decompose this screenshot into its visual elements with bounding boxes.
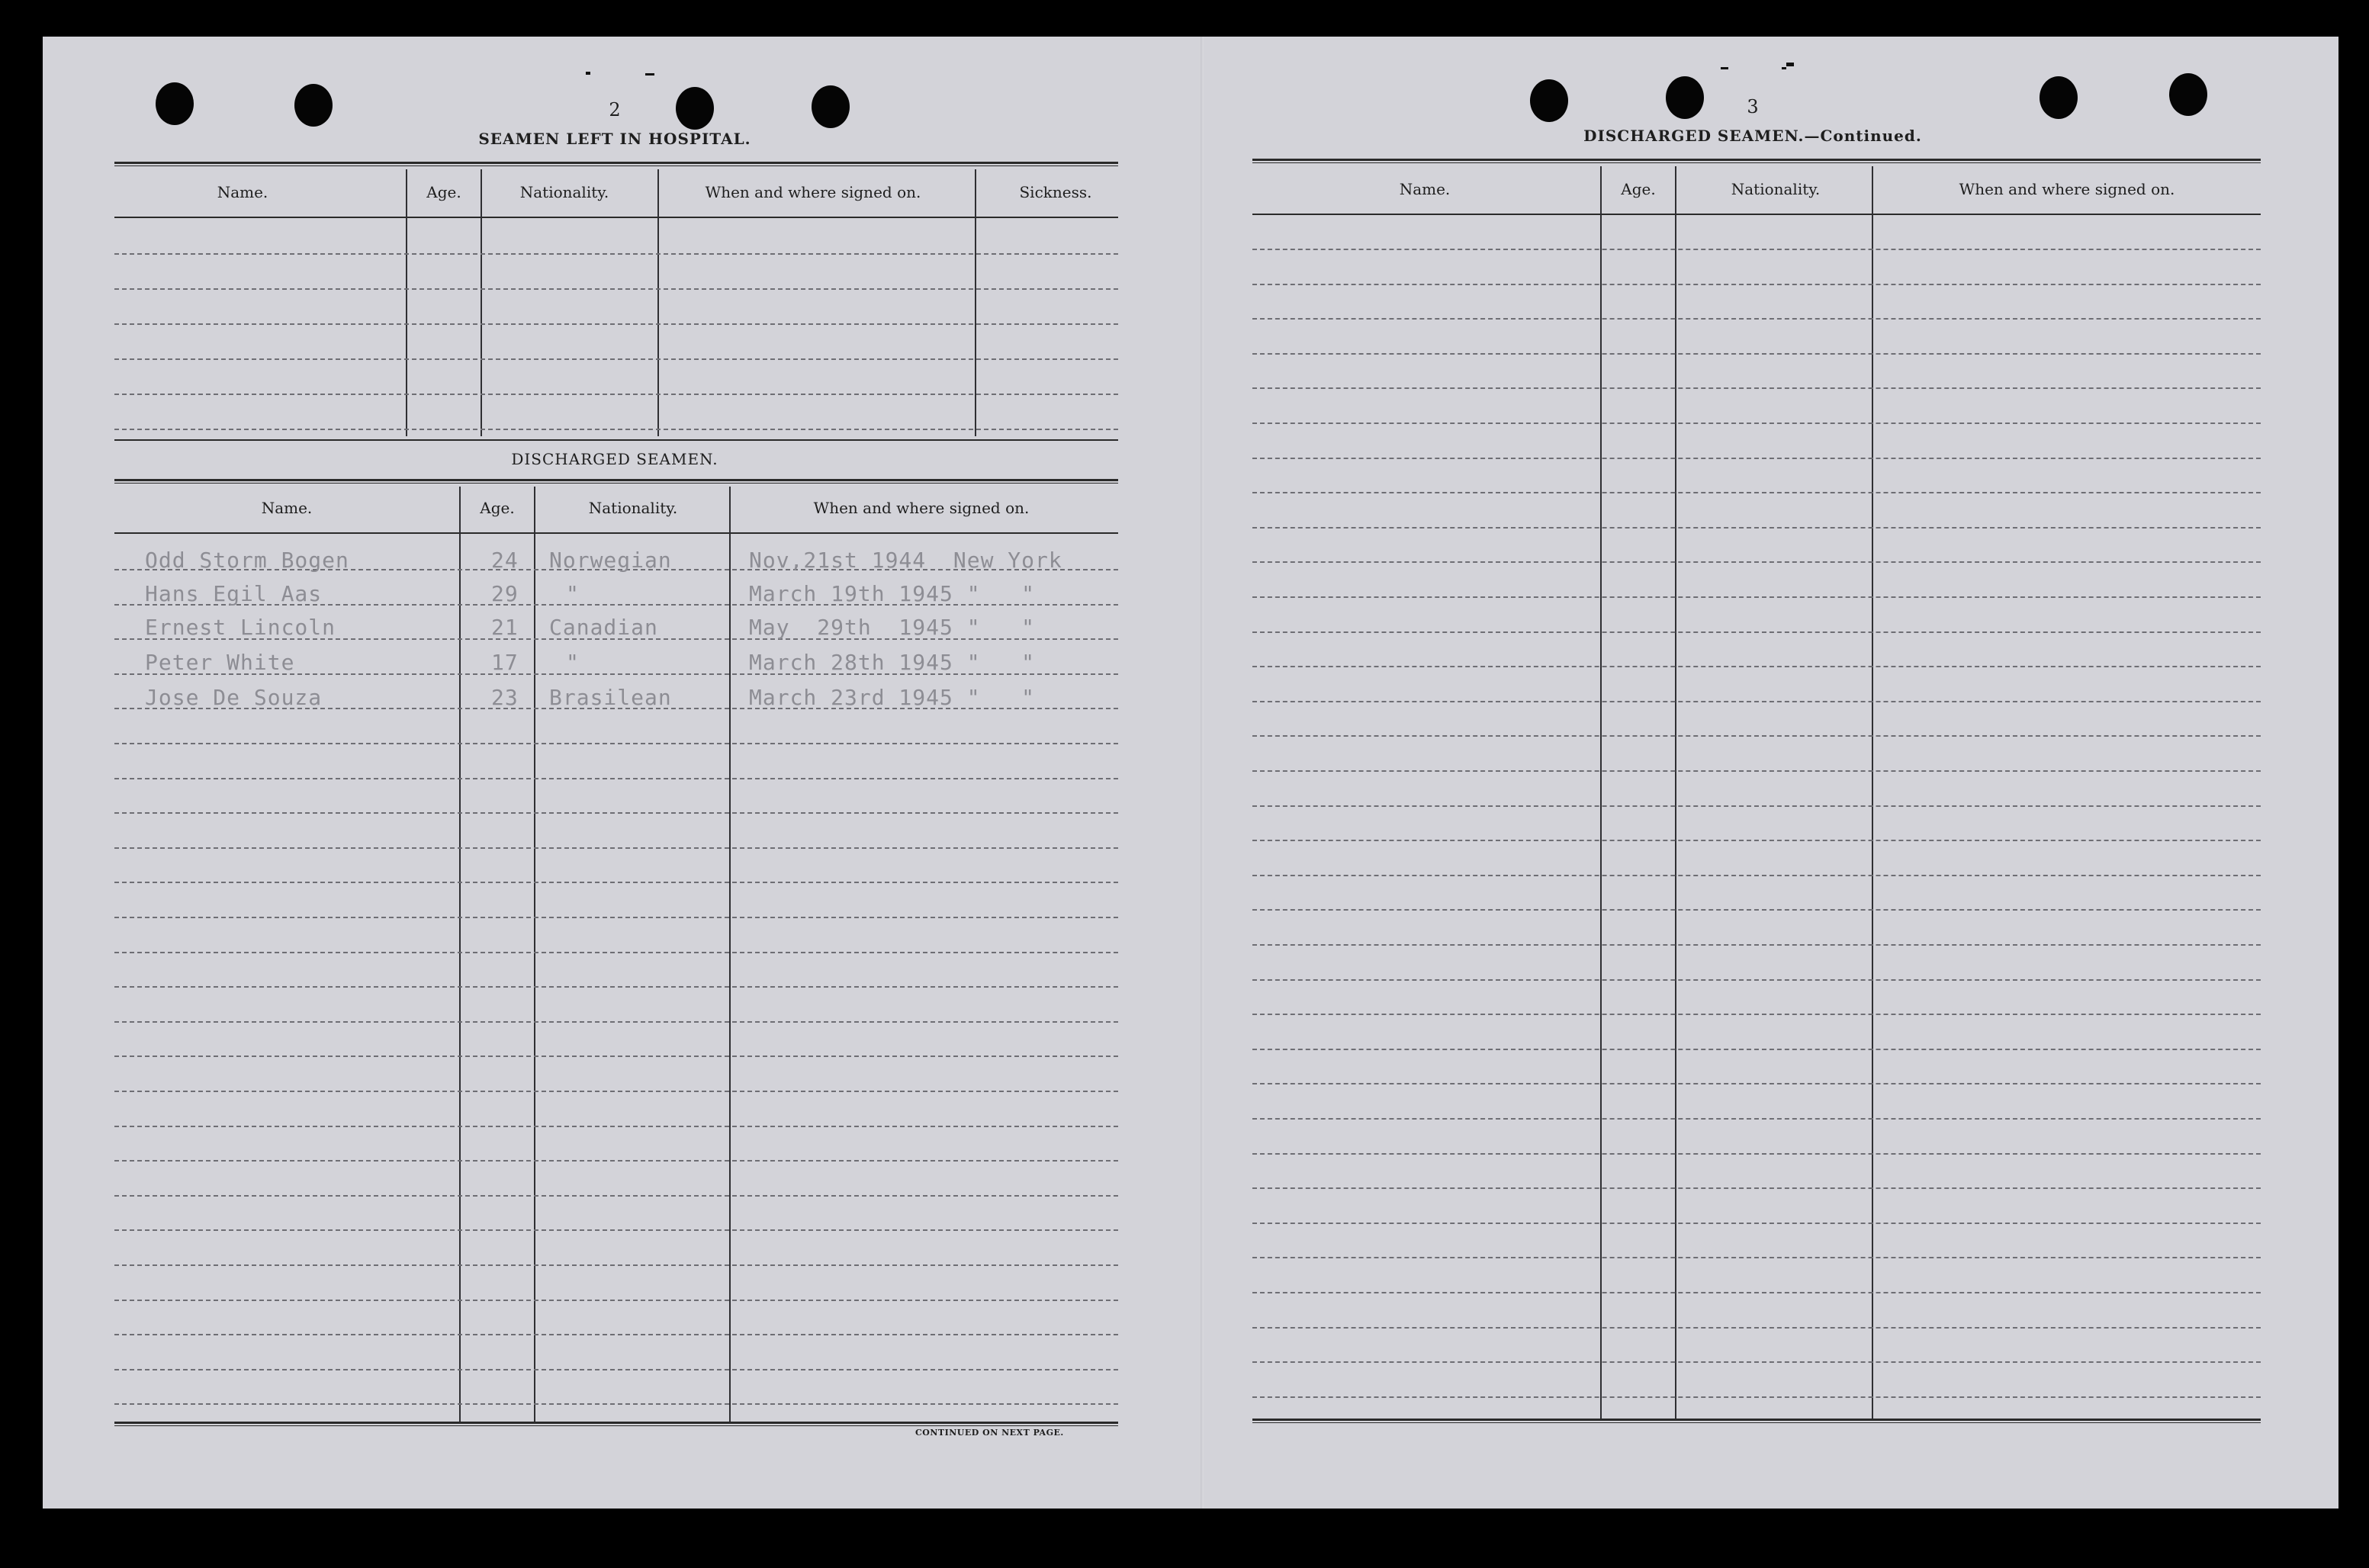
row-line (1252, 1187, 2261, 1189)
row-line (114, 323, 1118, 325)
row-line (114, 743, 1118, 744)
row-line (1252, 1083, 2261, 1084)
row-line (1252, 666, 2261, 667)
row-line (114, 1334, 1118, 1335)
row-line (1252, 770, 2261, 772)
col-header-signed-on: When and where signed on. (813, 499, 1030, 517)
column-divider (459, 487, 461, 1423)
row-line (114, 812, 1118, 814)
table-bottom-rule (1252, 1419, 2261, 1423)
row-line (1252, 1118, 2261, 1120)
row-line (1252, 596, 2261, 598)
punch-hole (156, 82, 194, 125)
row-line (114, 358, 1118, 360)
row-line (114, 882, 1118, 883)
punch-hole (676, 87, 714, 130)
print-mark (586, 72, 590, 75)
seaman-nationality: " (566, 650, 580, 675)
row-line (1252, 735, 2261, 737)
row-line (1252, 631, 2261, 633)
header-rule (1252, 214, 2261, 215)
row-line (114, 1021, 1118, 1023)
seaman-age: 21 (491, 615, 519, 640)
row-line (1252, 1257, 2261, 1258)
col-header-sickness: Sickness. (1019, 183, 1092, 201)
seaman-age: 24 (491, 548, 519, 573)
row-line (114, 394, 1118, 395)
discharged-continued-title: DISCHARGED SEAMEN.—Continued. (1583, 127, 1922, 145)
seaman-signed-on: May 29th 1945 " " (749, 615, 1036, 640)
row-line (114, 778, 1118, 779)
row-line (1252, 1396, 2261, 1398)
row-line (114, 1160, 1118, 1162)
row-line (1252, 875, 2261, 876)
seaman-signed-on: March 19th 1945 " " (749, 581, 1036, 606)
seaman-nationality: Brasilean (549, 685, 672, 710)
row-line (1252, 944, 2261, 946)
table-top-rule (114, 479, 1118, 484)
col-header-signed-on: When and where signed on. (1959, 180, 2175, 198)
header-rule (114, 532, 1118, 534)
seaman-name: Ernest Lincoln (145, 615, 336, 640)
hospital-section-title: SEAMEN LEFT IN HOSPITAL. (478, 130, 751, 148)
row-line (1252, 561, 2261, 563)
row-line (1252, 318, 2261, 320)
seaman-name: Odd Storm Bogen (145, 548, 349, 573)
punch-hole (812, 85, 850, 128)
row-line (114, 253, 1118, 255)
ledger-paper (43, 37, 2338, 1509)
row-line (1252, 423, 2261, 424)
row-line (114, 1195, 1118, 1197)
row-line (1252, 1327, 2261, 1329)
row-line (1252, 1014, 2261, 1015)
seaman-age: 23 (491, 685, 519, 710)
row-line (1252, 1153, 2261, 1155)
column-divider (729, 487, 731, 1423)
print-mark (645, 73, 654, 76)
table-top-rule (1252, 159, 2261, 163)
row-line (1252, 1361, 2261, 1363)
page-number: 3 (1747, 96, 1759, 117)
column-divider (534, 487, 535, 1423)
row-line (114, 1403, 1118, 1405)
seaman-age: 29 (491, 581, 519, 606)
row-line (114, 1369, 1118, 1370)
row-line (1252, 353, 2261, 355)
header-rule (114, 217, 1118, 218)
col-header-age: Age. (1621, 180, 1656, 198)
row-line (114, 1229, 1118, 1231)
row-line (114, 1300, 1118, 1301)
row-line (1252, 1049, 2261, 1050)
seaman-signed-on: March 23rd 1945 " " (749, 685, 1036, 710)
punch-hole (1666, 76, 1704, 119)
col-header-name: Name. (261, 499, 313, 517)
col-header-nationality: Nationality. (1731, 180, 1821, 198)
row-line (114, 1091, 1118, 1092)
seaman-nationality: Canadian (549, 615, 658, 640)
col-header-age: Age. (480, 499, 515, 517)
row-line (1252, 1223, 2261, 1224)
row-line (1252, 458, 2261, 459)
col-header-name: Name. (1399, 180, 1451, 198)
col-header-age: Age. (426, 183, 461, 201)
row-line (114, 1056, 1118, 1057)
row-line (1252, 840, 2261, 841)
row-line (114, 1126, 1118, 1127)
seaman-age: 17 (491, 650, 519, 675)
row-line (1252, 492, 2261, 493)
row-line (1252, 387, 2261, 389)
punch-hole (294, 84, 333, 127)
discharged-section-title: DISCHARGED SEAMEN. (511, 450, 718, 468)
row-line (1252, 701, 2261, 702)
seaman-name: Peter White (145, 650, 295, 675)
col-header-signed-on: When and where signed on. (705, 183, 921, 201)
punch-hole (2169, 73, 2207, 116)
row-line (114, 847, 1118, 849)
row-line (1252, 805, 2261, 807)
row-line (114, 288, 1118, 290)
page-fold (1201, 37, 1204, 1509)
seaman-signed-on: March 28th 1945 " " (749, 650, 1036, 675)
row-line (114, 917, 1118, 918)
row-line (114, 1264, 1118, 1266)
punch-hole (1530, 79, 1568, 122)
row-line (1252, 284, 2261, 285)
col-header-nationality: Nationality. (588, 499, 678, 517)
punch-hole (2040, 76, 2078, 119)
section-rule (114, 439, 1118, 441)
continued-note: CONTINUED ON NEXT PAGE. (915, 1428, 1064, 1438)
print-mark (1782, 67, 1786, 69)
print-mark (1721, 67, 1728, 69)
page-number: 2 (609, 99, 621, 120)
row-line (1252, 979, 2261, 981)
row-line (1252, 249, 2261, 250)
row-line (1252, 909, 2261, 911)
table-bottom-rule (114, 1422, 1118, 1426)
seaman-nationality: " (566, 581, 580, 606)
col-header-nationality: Nationality. (519, 183, 609, 201)
seaman-name: Hans Egil Aas (145, 581, 323, 606)
row-line (114, 952, 1118, 953)
seaman-signed-on: Nov,21st 1944 New York (749, 548, 1062, 573)
row-line (1252, 527, 2261, 529)
col-header-name: Name. (217, 183, 268, 201)
column-divider (481, 169, 482, 436)
column-divider (657, 169, 659, 436)
print-mark (1786, 63, 1794, 66)
seaman-nationality: Norwegian (549, 548, 672, 573)
column-divider (975, 169, 976, 436)
row-line (114, 986, 1118, 988)
table-top-rule (114, 162, 1118, 166)
row-line (114, 429, 1118, 430)
seaman-name: Jose De Souza (145, 685, 323, 710)
column-divider (406, 169, 407, 436)
row-line (1252, 1292, 2261, 1293)
